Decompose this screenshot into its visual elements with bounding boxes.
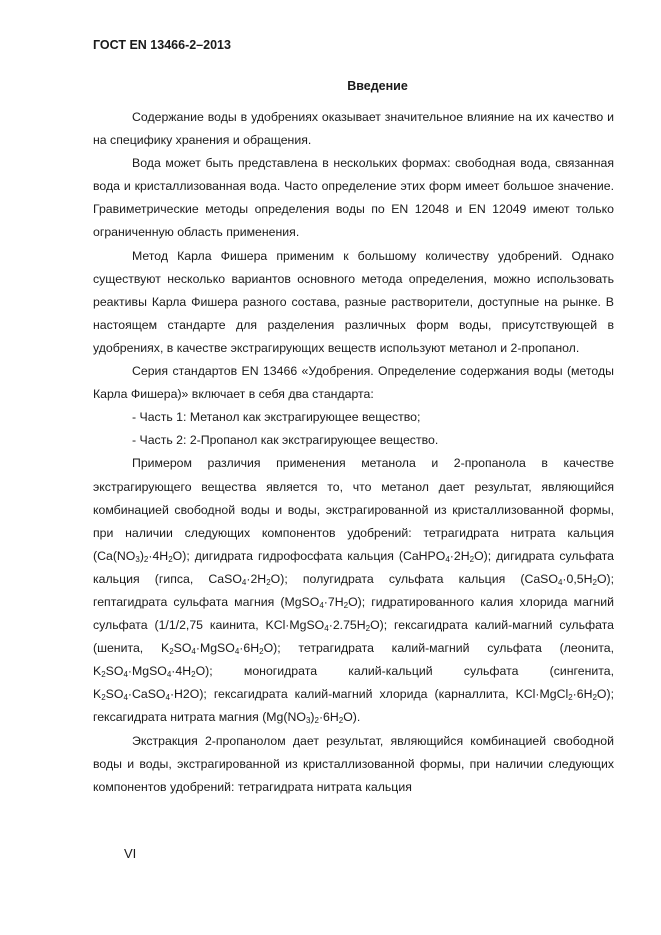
paragraph-6: Экстракция 2-пропанолом дает результат, являющийся комбинацией свободной воды и воды, экстрагированной из кристаллизованной формы, при наличии следующих компонентов удобрений: тетрагидрата нитрата кальция bbox=[93, 733, 614, 794]
page-number: VI bbox=[124, 846, 137, 861]
paragraph-1: Содержание воды в удобрениях оказывает значительное влияние на их качество и на специфику хранения и обращения. bbox=[93, 110, 614, 148]
compound-1: дигидрата гидрофосфата кальция bbox=[194, 548, 394, 563]
compound-4: гептагидрата сульфата магния bbox=[93, 594, 275, 609]
compound-6: гексагидрата калий-магний сульфата (шенита, bbox=[93, 618, 614, 656]
list-item-part-2: - Часть 2: 2-Пропанол как экстрагирующее вещество. bbox=[132, 433, 439, 448]
document-body bbox=[93, 106, 614, 799]
section-title: Введение bbox=[347, 79, 408, 93]
compound-3: полугидрата сульфата кальция bbox=[302, 571, 506, 586]
paragraph-2: Вода может быть представлена в нескольких формах: свободная вода, связанная вода и кристаллизованная вода. Часто определение этих форм имеет большое значение. Гравиметрические методы определения воды по EN 12048 и EN 12049 имеют только ограниченную область применения. bbox=[93, 156, 614, 240]
compound-7: тетрагидрата калий-магний сульфата (леонита, bbox=[298, 641, 614, 656]
compound-2: дигидрата сульфата кальция (гипса, bbox=[93, 548, 615, 586]
paragraph-4: Серия стандартов EN 13466 «Удобрения. Определение содержания воды (методы Карла Фишера)» включает в себя два стандарта: bbox=[93, 364, 614, 402]
compound-5: гидратированного калия хлорида магний сульфата (1/1/2,75 каинита, bbox=[93, 594, 614, 633]
compound-8: моногидрата калий-кальций сульфата (сингенита, bbox=[243, 664, 614, 679]
compound-9: гексагидрата калий-магний хлорида (карналлита, bbox=[213, 687, 509, 702]
compound-10: гексагидрата нитрата магния bbox=[93, 710, 259, 725]
document-header: ГОСТ EN 13466-2–2013 bbox=[93, 38, 231, 52]
list-item-part-1: - Часть 1: Метанол как экстрагирующее вещество; bbox=[132, 410, 421, 425]
paragraph-5-intro: Примером различия применения метанола и 2-пропанола в качестве экстрагирующего вещества является то, что метанол дает результат, являющийся комбинацией свободной воды и воды, экстрагированной из кристаллизованной формы, при наличии следующих компонентов удобрений: тетрагидрата нитрата кальция bbox=[93, 456, 614, 540]
paragraph-3: Метод Карла Фишера применим к большому количеству удобрений. Однако существуют несколько вариантов основного метода определения, можно использовать реактивы Карла Фишера разного состава, разные растворители, доступные на рынке. В настоящем стандарте для разделения различных форм воды, присутствующей в удобрениях, в качестве экстрагирующих веществ используют метанол и 2-пропанол. bbox=[93, 248, 614, 355]
paragraph-5: Примером различия применения метанола и 2-пропанола в качестве экстрагирующего вещества является то, что метанол дает результат, являющийся комбинацией свободной воды и воды, экстрагированной из кристаллизованной формы, при наличии следующих компонентов удобрений: тетрагидрата нитрата кальция $(Ca(NO_3)_2\cdot 4H_2O)$; дигидрата гидрофосфата кальция $(CaHPO_4\cdot 2H_2O)$; дигидрата сульфата кальция (гипса, $CaSO_4\cdot 2H_2O$); полугидрата сульфата кальция $(CaSO_4\cdot 0,5H_2O)$; гептагидрата сульфата магния $(MgSO_4\cdot 7H_2O)$; гидратированного калия хлорида магний сульфата (1/1/2,75 каинита, $KCl\cdot MgSO_4\cdot 2.75H_2O$); гексагидрата калий-магний сульфата (шенита, $K_2SO_4\cdot MgSO_4\cdot 6H_2O$); тетрагидрата калий-магний сульфата (леонита, $K_2SO_4\cdot MgSO_4\cdot 4H_2O$); моногидрата калий-кальций сульфата (сингенита, $K_2SO_4\cdot CaSO_4\cdot H2O$); гексагидрата калий-магний хлорида (карналлита, $KCl\cdot MgCl_2\cdot 6H_2O$); гексагидрата нитрата магния $(Mg(NO_3)_2\cdot 6H_2O)$. bbox=[93, 456, 615, 726]
